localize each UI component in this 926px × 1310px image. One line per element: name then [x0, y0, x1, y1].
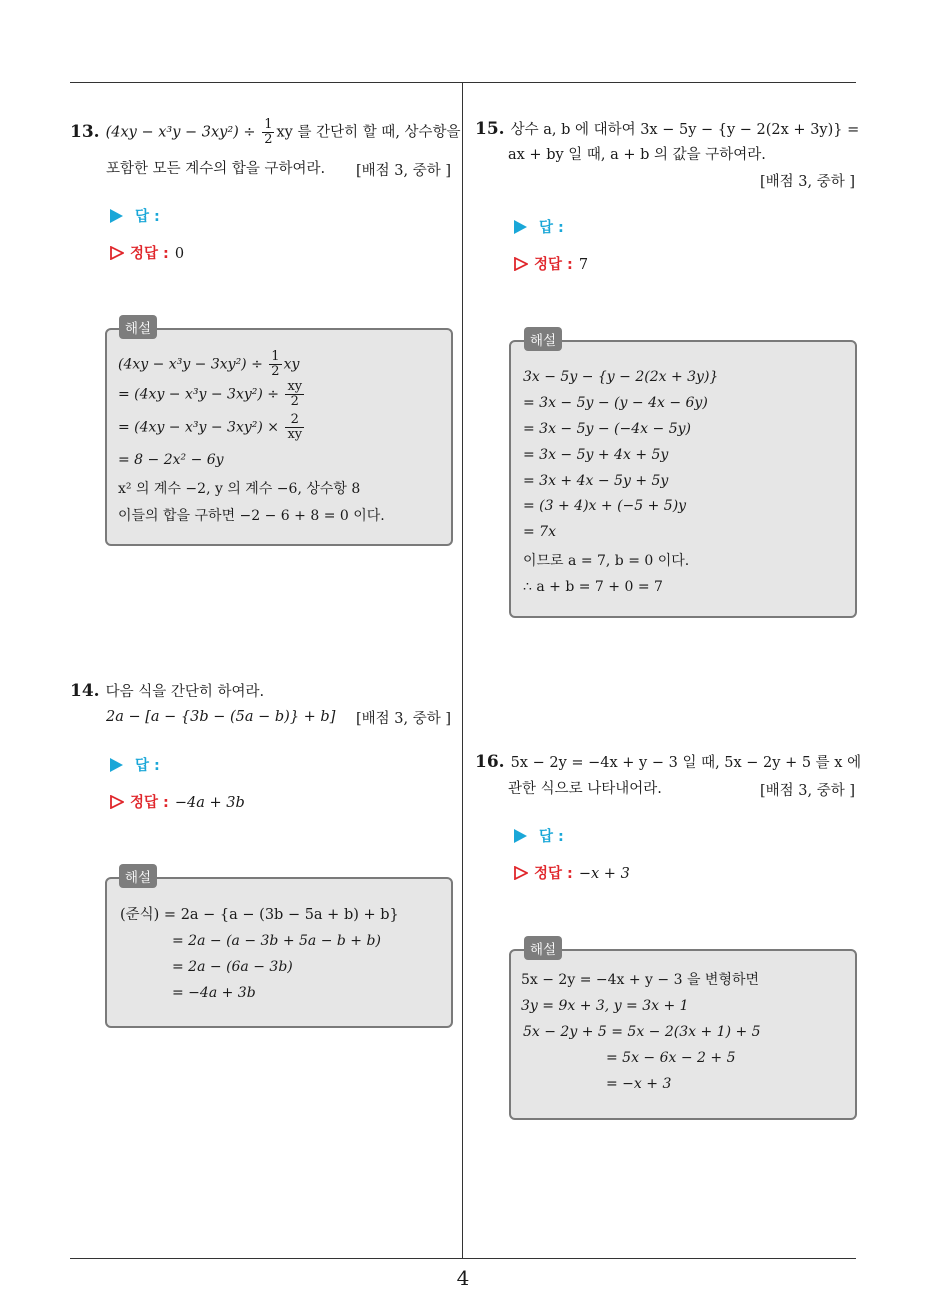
problem-13-points: [배점 3, 중하 ] — [356, 163, 452, 179]
fraction: $\frac{1}{2}$ — [271, 349, 280, 379]
problem-14-solution-tag: 해설 — [119, 864, 157, 888]
problem-15-solution-tag: 해설 — [524, 327, 562, 351]
problem-16-line1: 16. 5x − 2y = −4x + y − 3 일 때, 5x − 2y + 5 를 x 에 — [475, 752, 862, 772]
play-icon — [514, 220, 527, 234]
problem-16-sol-line3: 5x − 2y + 5 = 5x − 2(3x + 1) + 5 — [523, 1024, 761, 1040]
problem-16-sol-line1: 5x − 2y = −4x + y − 3 을 변형하면 — [521, 972, 760, 988]
problem-15-sol-line4: = 3x − 5y + 4x + 5y — [523, 447, 669, 463]
problem-13-sol-line2: = (4xy − x³y − 3xy²) ÷ $\frac{xy}{2}$ — [118, 379, 303, 409]
problem-15-sol-line3: = 3x − 5y − (−4x − 5y) — [523, 421, 691, 437]
problem-13-sol-line1: (4xy − x³y − 3xy²) ÷ $\frac{1}{2}$ xy — [118, 349, 300, 379]
fraction: $\frac{xy}{2}$ — [287, 379, 303, 409]
problem-16-answer-row[interactable]: 답 : — [514, 825, 564, 846]
problem-13-line1: 13. (4xy − x³y − 3xy²) ÷ $\frac{1}{2}$ xy 를 간단히 할 때, 상수항을 — [70, 117, 461, 147]
problem-13-sol-line3: = (4xy − x³y − 3xy²) × $\frac{2}{xy}$ — [118, 412, 303, 442]
problem-16-sol-line5: = −x + 3 — [606, 1076, 672, 1092]
problem-15-number: 15. — [475, 119, 505, 139]
problem-14-answer-row[interactable]: 답 : — [110, 754, 160, 775]
problem-16-points: [배점 3, 중하 ] — [760, 783, 856, 799]
problem-13-solution-tag: 해설 — [119, 315, 157, 339]
play-icon — [110, 758, 123, 772]
fraction: $\frac{2}{xy}$ — [287, 412, 303, 442]
problem-13-sol-line4: = 8 − 2x² − 6y — [118, 452, 224, 468]
problem-15-sol-line6: = (3 + 4)x + (−5 + 5)y — [523, 498, 687, 514]
problem-13-line2: 포함한 모든 계수의 합을 구하여라. — [106, 161, 326, 177]
header-rule — [70, 82, 856, 83]
problem-14-points: [배점 3, 중하 ] — [356, 711, 452, 727]
problem-16-correct-row: 정답 : −x + 3 — [514, 862, 630, 883]
problem-15-sol-line8: 이므로 a = 7, b = 0 이다. — [523, 553, 690, 569]
problem-14-sol-line1: (준식) = 2a − {a − (3b − 5a + b) + b} — [120, 907, 399, 923]
problem-14-number: 14. — [70, 681, 100, 701]
problem-14-correct-row: 정답 : −4a + 3b — [110, 791, 245, 812]
fraction: $\frac{1}{2}$ — [264, 117, 273, 147]
footer-rule — [70, 1258, 856, 1259]
play-icon — [110, 209, 123, 223]
problem-15-sol-line7: = 7x — [523, 524, 556, 540]
problem-15-line2: ax + by 일 때, a + b 의 값을 구하여라. — [508, 147, 766, 163]
outline-triangle-icon — [110, 246, 124, 260]
column-divider — [462, 82, 463, 1258]
problem-16-sol-line2: 3y = 9x + 3, y = 3x + 1 — [521, 998, 689, 1014]
problem-14-sol-line3: = 2a − (6a − 3b) — [172, 959, 293, 975]
problem-16-sol-line4: = 5x − 6x − 2 + 5 — [606, 1050, 736, 1066]
problem-13-correct-row: 정답 : 0 — [110, 242, 184, 263]
play-icon — [514, 829, 527, 843]
problem-13-answer-row[interactable]: 답 : — [110, 205, 160, 226]
problem-14-line1: 14. 다음 식을 간단히 하여라. — [70, 681, 265, 701]
problem-15-answer-row[interactable]: 답 : — [514, 216, 564, 237]
problem-13 — [70, 118, 461, 147]
outline-triangle-icon — [110, 795, 124, 809]
problem-14-solution-box — [105, 877, 453, 1028]
page-number: 4 — [456, 1266, 470, 1290]
problem-15-sol-line9: ∴ a + b = 7 + 0 = 7 — [523, 579, 663, 595]
problem-16-solution-tag: 해설 — [524, 936, 562, 960]
problem-15-correct-row: 정답 : 7 — [514, 253, 588, 274]
problem-13-sol-line5: x² 의 계수 −2, y 의 계수 −6, 상수항 8 — [118, 481, 361, 497]
problem-15-sol-line5: = 3x + 4x − 5y + 5y — [523, 473, 669, 489]
problem-15-points: [배점 3, 중하 ] — [760, 174, 856, 190]
problem-15-sol-line1: 3x − 5y − {y − 2(2x + 3y)} — [523, 369, 719, 385]
problem-16-line2: 관한 식으로 나타내어라. — [508, 781, 662, 797]
problem-14-sol-line2: = 2a − (a − 3b + 5a − b + b) — [172, 933, 381, 949]
outline-triangle-icon — [514, 866, 528, 880]
problem-14-sol-line4: = −4a + 3b — [172, 985, 256, 1001]
problem-14-line2: 2a − [a − {3b − (5a − b)} + b] — [106, 709, 336, 725]
outline-triangle-icon — [514, 257, 528, 271]
problem-13-sol-line6: 이들의 합을 구하면 −2 − 6 + 8 = 0 이다. — [118, 508, 385, 524]
problem-16-number: 16. — [475, 752, 505, 772]
problem-15-line1: 15. 상수 a, b 에 대하여 3x − 5y − {y − 2(2x + 3y)} = — [475, 119, 860, 139]
problem-13-number: 13. — [70, 121, 100, 142]
problem-15-sol-line2: = 3x − 5y − (y − 4x − 6y) — [523, 395, 708, 411]
